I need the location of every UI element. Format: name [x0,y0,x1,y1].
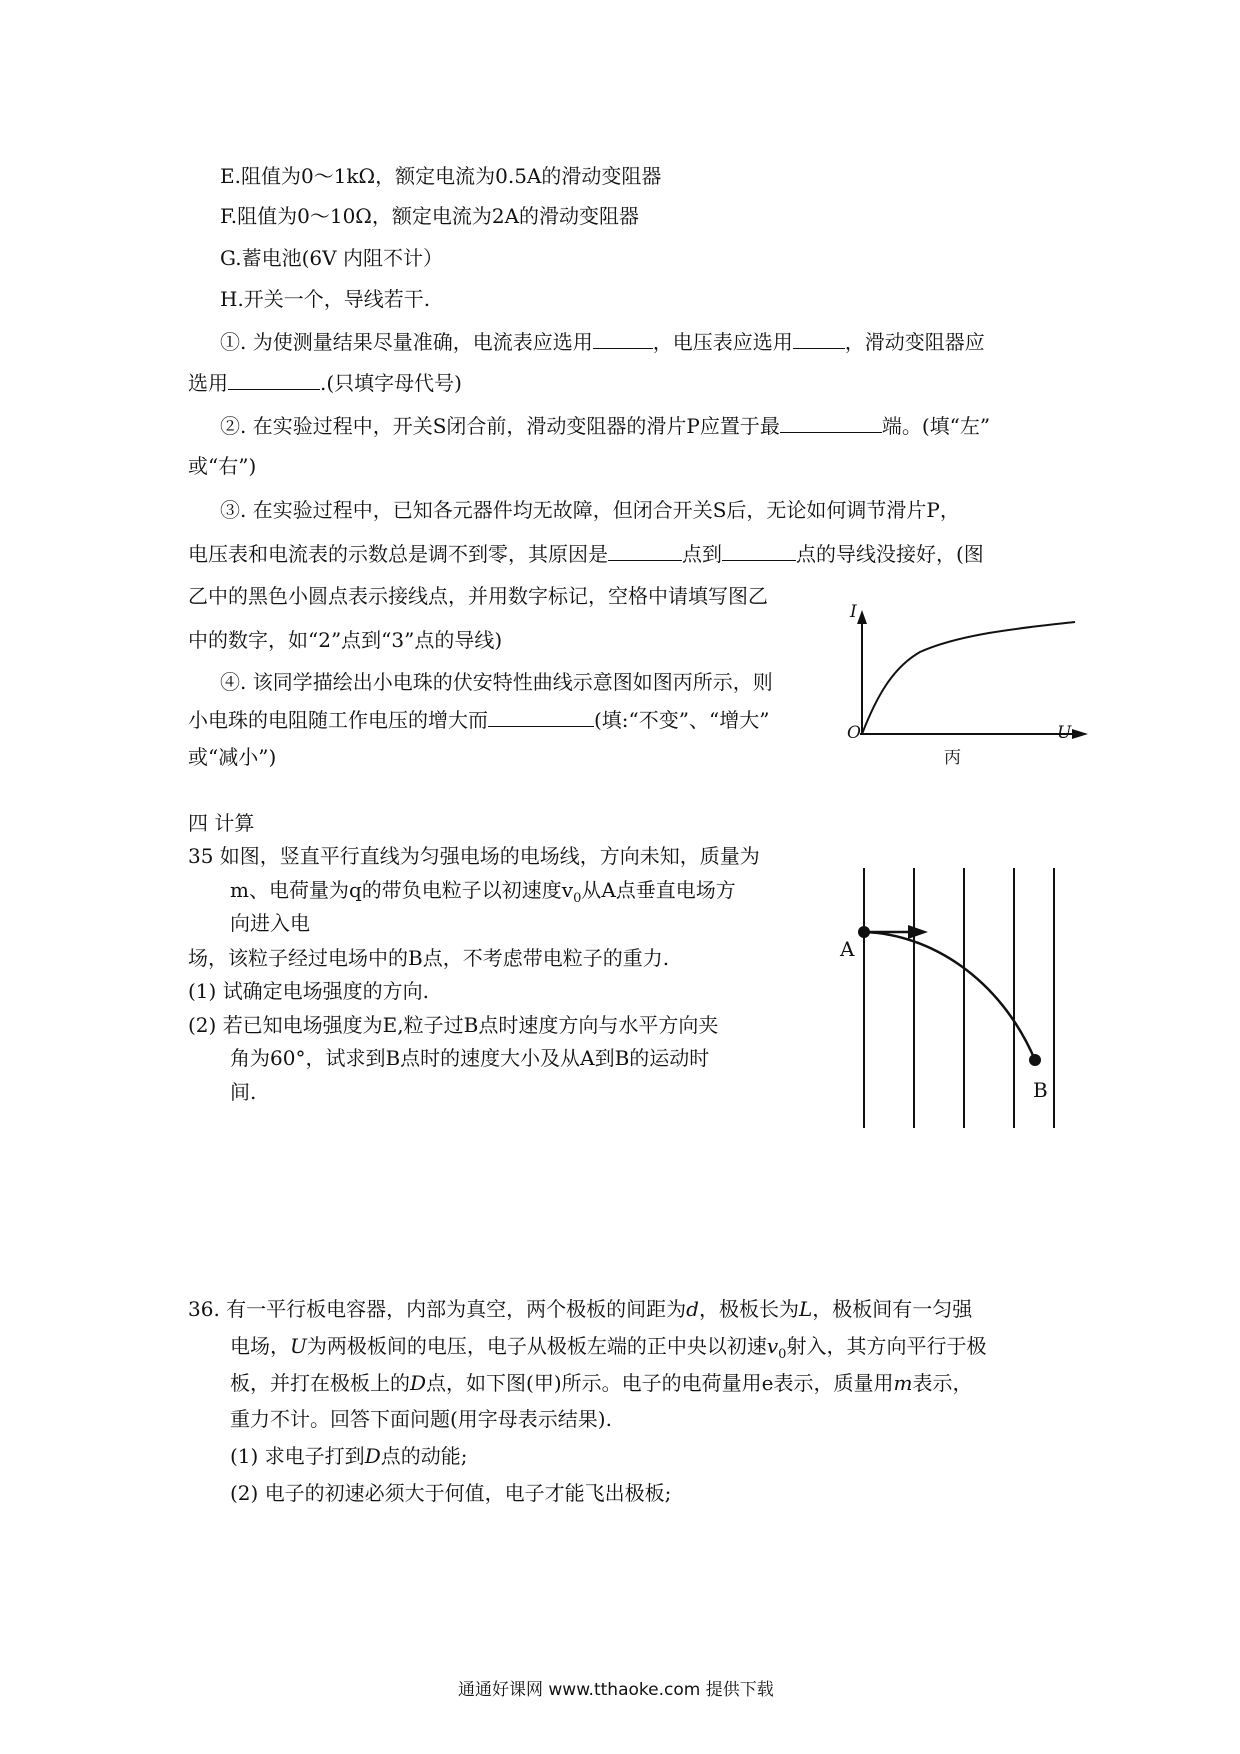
var-v-subscript: 0 [778,1347,787,1362]
problem-35-text-b: 从A点垂直电场方 [581,878,736,902]
answer-blank-voltmeter[interactable] [793,326,845,349]
problem-36-line4: 重力不计。回答下面问题(用字母表示结果). [230,1407,612,1431]
question-1-line2 [188,367,462,398]
problem-36-sub1-text-b: 点的动能; [380,1444,468,1468]
problem-36-text-i: 表示， [912,1371,973,1395]
var-v: v [766,1334,779,1358]
problem-36-text-e: 为两极板间的电压，电子从极板左端的正中央以初速 [306,1334,767,1358]
question-2-line2: 或“右”) [188,454,257,478]
question-4-text-b: (填:“不变”、“增大” [594,708,770,732]
problem-36-line2 [230,1331,986,1370]
option-h: H.开关一个，导线若干. [220,287,431,311]
question-4-line2 [188,704,769,735]
section-heading: 四 计算 [188,811,255,835]
problem-35-subscript: 0 [573,891,582,906]
problem-36-text-g: 板，并打在极板上的 [230,1371,410,1395]
problem-35-sub2-line3: 间. [230,1080,257,1104]
problem-36-line1 [188,1294,972,1324]
problem-35-text-a: m、电荷量为q的带负电粒子以初速度v [230,878,574,902]
question-3-line3: 乙中的黑色小圆点表示接线点，并用数字标记，空格中请填写图乙 [188,584,768,608]
var-u: U [290,1334,307,1358]
question-2-line1 [220,410,990,441]
iu-curve [862,622,1075,734]
question-1-text-e: .(只填字母代号) [320,371,462,395]
point-a-dot [858,926,870,938]
answer-blank-point-to[interactable] [722,538,796,561]
question-1-text-c: ，滑动变阻器应 [844,330,985,354]
point-b-label: B [1033,1078,1048,1102]
question-4-line3: 或“减小”) [188,745,277,769]
var-d-point-2: D [364,1444,381,1468]
question-4-line1: ④. 该同学描绘出小电珠的伏安特性曲线示意图如图丙所示，则 [220,670,773,694]
answer-blank-slider-end[interactable] [780,410,882,433]
option-f: F.阻值为0～10Ω，额定电流为2A的滑动变阻器 [220,204,640,228]
particle-trajectory [864,932,1035,1060]
graph-origin-label: O [847,723,861,743]
problem-35-sub1: (1) 试确定电场强度的方向. [188,979,430,1003]
problem-36-text-c: ，极板间有一匀强 [812,1297,973,1321]
question-3-text-b: 点到 [682,542,722,566]
question-4-text-a: 小电珠的电阻随工作电压的增大而 [188,708,488,732]
question-1-line1 [220,326,985,357]
problem-36-text-d: 电场， [230,1334,290,1358]
answer-blank-resistance-trend[interactable] [488,704,594,727]
question-3-text-a: 电压表和电流表的示数总是调不到零，其原因是 [188,542,608,566]
problem-36-sub1-text-a: (1) 求电子打到 [230,1444,365,1468]
problem-36-text-a: 36. 有一平行板电容器，内部为真空，两个极板的间距为 [188,1297,687,1321]
problem-35-line3: 向进入电 [230,911,310,935]
problem-36-line3 [230,1368,972,1398]
problem-36-text-h: 点，如下图(甲)所示。电子的电荷量用e表示，质量用 [426,1371,894,1395]
problem-36-sub2: (2) 电子的初速必须大于何值，电子才能飞出极板; [230,1481,672,1505]
question-1-text-a: ①. 为使测量结果尽量准确，电流表应选用 [220,330,593,354]
problem-36-sub1 [230,1441,467,1471]
u-axis-arrow [1072,729,1088,739]
var-d-point: D [410,1371,427,1395]
question-2-text-a: ②. 在实验过程中，开关S闭合前，滑动变阻器的滑片P应置于最 [220,414,780,438]
var-l: L [798,1297,813,1321]
problem-35-line1: 35 如图，竖直平行直线为匀强电场的电场线，方向未知，质量为 [188,844,760,868]
option-g: G.蓄电池(6V 内阻不计） [220,246,443,270]
problem-36-text-b: ，极板长为 [698,1297,799,1321]
problem-36-text-f: 射入，其方向平行于极 [786,1334,987,1358]
answer-blank-ammeter[interactable] [593,326,653,349]
question-1-text-d: 选用 [188,371,228,395]
question-3-line4: 中的数字，如“2”点到“3”点的导线) [188,628,503,652]
problem-35-sub2-line2: 角为60°，试求到B点时的速度大小及从A到B的运动时 [230,1046,710,1070]
answer-blank-rheostat[interactable] [228,367,320,390]
point-a-label: A [840,937,855,961]
question-2-text-b: 端。(填“左” [881,414,991,438]
graph-caption: 丙 [944,748,961,768]
var-d: d [686,1297,699,1321]
question-1-text-b: ，电压表应选用 [652,330,793,354]
page-footer: 通通好课网 www.tthaoke.com 提供下载 [458,1680,774,1700]
graph-x-label: U [1057,723,1072,743]
problem-35-line4: 场，该粒子经过电场中的B点，不考虑带电粒子的重力. [188,946,670,970]
var-m: m [893,1371,913,1395]
answer-blank-point-from[interactable] [608,538,682,561]
point-b-dot [1029,1054,1041,1066]
i-axis-arrow [857,610,867,624]
option-e: E.阻值为0～1kΩ，额定电流为0.5A的滑动变阻器 [220,164,662,188]
question-3-line2 [188,538,984,569]
question-3-text-c: 点的导线没接好，(图 [796,542,984,566]
question-3-line1: ③. 在实验过程中，已知各元器件均无故障，但闭合开关S后，无论如何调节滑片P， [220,498,960,522]
graph-y-label: I [850,602,857,622]
initial-velocity-arrowhead [908,925,928,939]
problem-35-sub2-line1: (2) 若已知电场强度为E,粒子过B点时速度方向与水平方向夹 [188,1013,719,1037]
